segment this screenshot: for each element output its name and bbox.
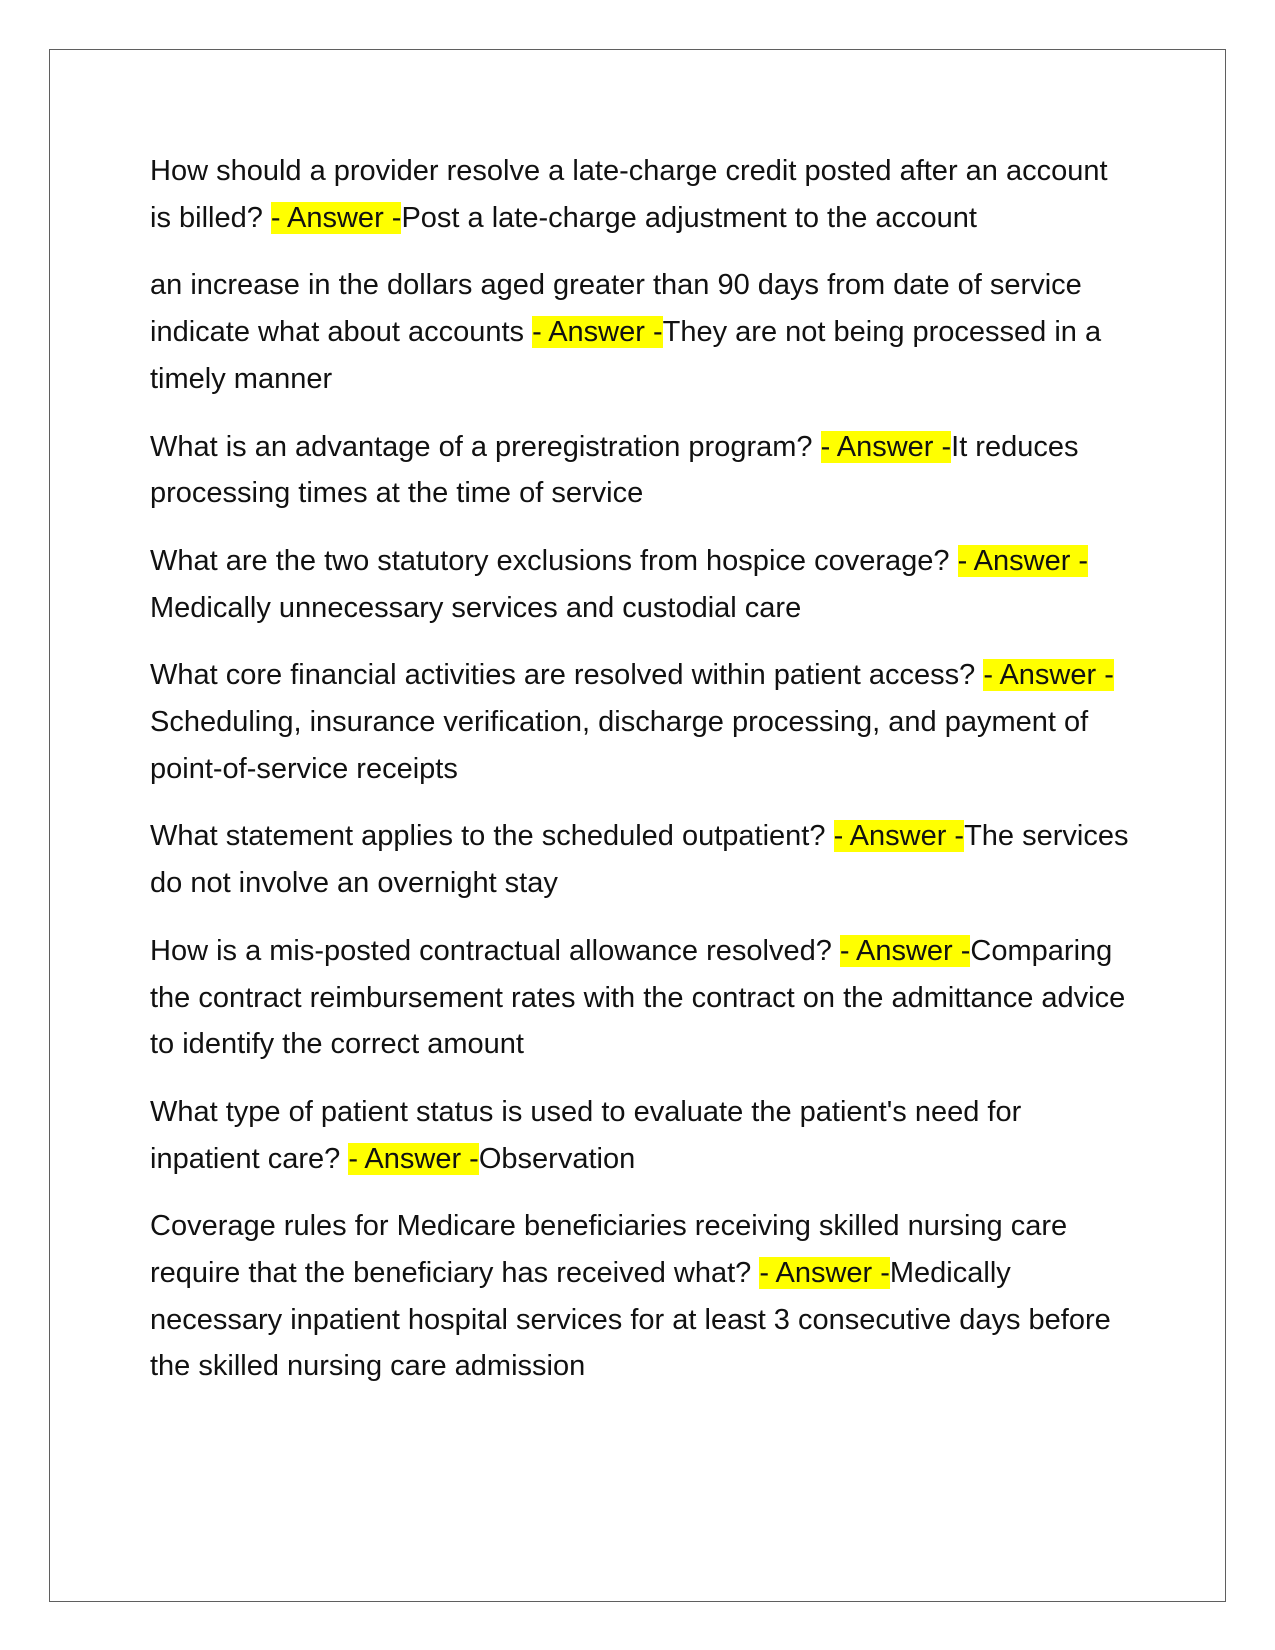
question-text: What is an advantage of a preregistration program? xyxy=(150,430,821,463)
answer-marker: - Answer - xyxy=(833,820,965,853)
answer-text: The services do not involve an overnight stay xyxy=(150,820,1129,900)
question-text: How should a provider resolve a late-charge credit posted after an account is billed? xyxy=(150,155,1108,234)
question-text: What statement applies to the scheduled outpatient? xyxy=(150,820,834,853)
answer-text: Comparing the contract reimbursement rates with the contract on the admittance advice to identify the correct amount xyxy=(150,934,1126,1061)
qa-item xyxy=(150,652,1135,792)
answer-marker: - Answer - xyxy=(348,1142,479,1175)
qa-item xyxy=(150,424,1135,517)
qa-item xyxy=(150,538,1135,631)
answer-text: They are not being processed in a timely manner xyxy=(150,316,1102,395)
answer-marker: - Answer - xyxy=(532,316,663,349)
question-text: Coverage rules for Medicare beneficiaries receiving skilled nursing care require that the beneficiary has received what? xyxy=(150,1210,1068,1290)
question-text: an increase in the dollars aged greater than 90 days from date of service indicate what about accounts xyxy=(150,269,1082,349)
answer-text: Medically unnecessary services and custodial care xyxy=(150,591,802,624)
answer-marker: - Answer - xyxy=(957,544,1089,577)
answer-marker: - Answer - xyxy=(759,1257,890,1290)
qa-item xyxy=(150,262,1135,402)
answer-text: Scheduling, insurance verification, discharge processing, and payment of point-of-service receipts xyxy=(150,706,1089,785)
answer-text: It reduces processing times at the time of service xyxy=(150,430,1079,510)
question-text: What are the two statutory exclusions from hospice coverage? xyxy=(150,544,958,577)
answer-text: Observation xyxy=(478,1142,636,1175)
answer-marker: - Answer - xyxy=(270,201,402,234)
qa-item xyxy=(150,928,1135,1068)
answer-text: Post a late-charge adjustment to the account xyxy=(401,201,977,234)
answer-text: Medically necessary inpatient hospital services for at least 3 consecutive days before the skilled nursing care admission xyxy=(150,1257,1111,1383)
question-text: What type of patient status is used to evaluate the patient's need for inpatient care? xyxy=(150,1095,1022,1175)
question-text: What core financial activities are resolved within patient access? xyxy=(150,659,984,692)
qa-item xyxy=(150,813,1135,906)
qa-item xyxy=(150,1089,1135,1182)
qa-item xyxy=(150,148,1135,241)
answer-marker: - Answer - xyxy=(820,430,952,463)
document-body xyxy=(150,148,1135,1411)
answer-marker: - Answer - xyxy=(839,934,971,967)
answer-marker: - Answer - xyxy=(983,659,1114,692)
question-text: How is a mis-posted contractual allowance resolved? xyxy=(150,934,840,967)
qa-item xyxy=(150,1203,1135,1390)
